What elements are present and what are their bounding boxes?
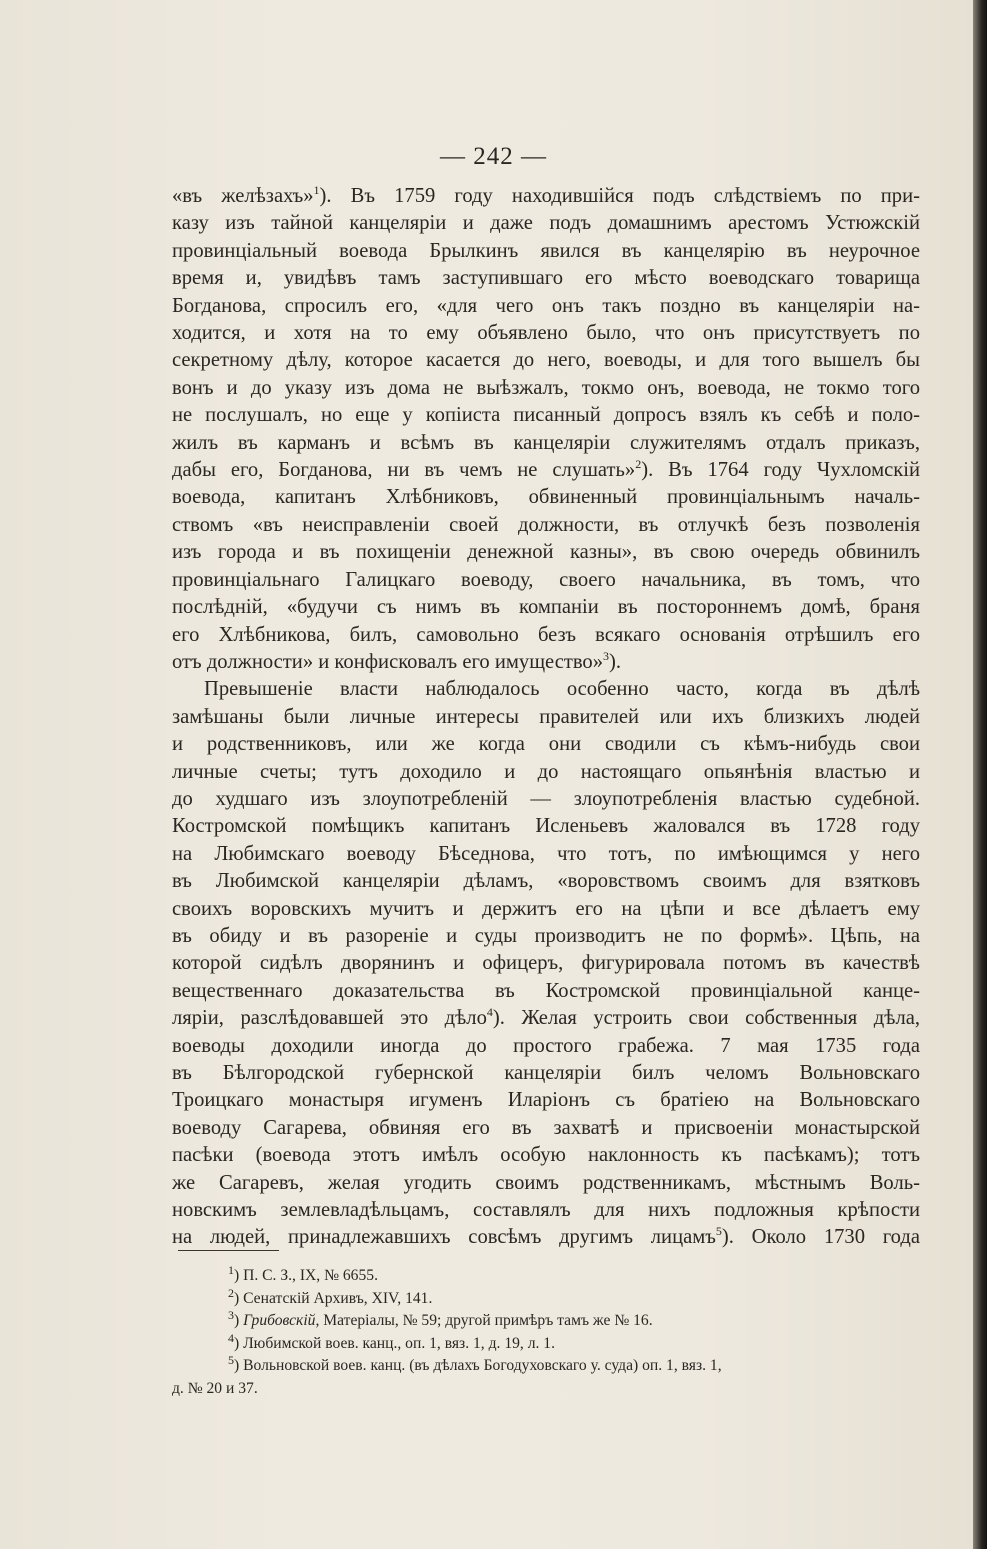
footnote-number: 2 bbox=[228, 1285, 234, 1300]
page-binding-edge bbox=[973, 0, 987, 1549]
footnote-separator bbox=[178, 1250, 279, 1251]
text-line: изъ города и въ похищеніи денежной казны», въ свою очередь обвинилъ bbox=[172, 541, 920, 564]
footnote: $^2$) Сенатскій Архивъ, XIV, 141. bbox=[228, 1285, 433, 1307]
text-line: вещественнаго доказательства въ Костромской провинціальной канце- bbox=[172, 979, 920, 1002]
text-line: и родственниковъ, или же когда они сводили съ кѣмъ-нибудь свои bbox=[172, 733, 920, 756]
text-line: дабы его, Богданова, ни въ чемъ не слушать»$^2$). Въ 1764 году Чухломскій bbox=[172, 457, 920, 482]
footnote-number: 5 bbox=[228, 1353, 234, 1368]
text-line: послѣдній, «будучи съ нимъ въ компаніи въ постороннемъ домѣ, браня bbox=[172, 596, 920, 619]
text-line: время и, увидѣвъ тамъ заступившаго его мѣсто воеводскаго товарища bbox=[172, 267, 920, 290]
text-line: воеводы доходили иногда до простого грабежа. 7 мая 1735 года bbox=[172, 1034, 920, 1057]
text-line: жилъ въ карманъ и всѣмъ въ канцеляріи служителямъ отдалъ приказъ, bbox=[172, 431, 920, 454]
text-line: Костромской помѣщикъ капитанъ Исленьевъ жаловался въ 1728 году bbox=[172, 815, 920, 838]
footnote-number: 3 bbox=[228, 1308, 234, 1322]
footnote-mark: 3 bbox=[603, 649, 610, 664]
text-line: въ Бѣлгородской губернской канцеляріи билъ челомъ Вольновскаго bbox=[172, 1062, 920, 1084]
footnote-number: 1 bbox=[228, 1262, 234, 1277]
footnote: $^3$) Грибовскій, Матеріалы, № 59; другой примѣръ тамъ же № 16. bbox=[228, 1308, 653, 1330]
text-line: секретному дѣлу, которое касается до него, воеводы, и для того вышелъ бы bbox=[172, 349, 920, 372]
footnote-mark: 5 bbox=[715, 1224, 722, 1239]
footnote-mark: 4 bbox=[486, 1005, 493, 1020]
text-line: на Любимскаго воеводу Бѣседнова, что тотъ, по имѣющимся у него bbox=[172, 842, 920, 865]
footnote-mark: 2 bbox=[635, 457, 642, 472]
text-line: казу изъ тайной канцеляріи и даже подъ домашнимъ арестомъ Устюжскій bbox=[172, 212, 920, 235]
text-line: Богданова, спросилъ его, «для чего онъ такъ поздно въ канцеляріи на- bbox=[172, 294, 920, 317]
text-line: воевода, капитанъ Хлѣбниковъ, обвиненный провинціальнымъ началь- bbox=[172, 486, 920, 509]
text-line: воеводу Сагарева, обвиняя его въ захватѣ и присвоеніи монастырской bbox=[172, 1116, 920, 1139]
text-line: въ Любимской канцеляріи дѣламъ, «воровствомъ своимъ для взятковъ bbox=[172, 870, 920, 893]
text-line: ходится, и хотя на то ему объявлено было, что онъ присутствуетъ по bbox=[172, 322, 920, 345]
text-line: ствомъ «въ неисправленіи своей должности, въ отлучкѣ безъ позволенія bbox=[172, 513, 920, 536]
text-line: Троицкаго монастыря игуменъ Иларіонъ съ братіею на Вольновскаго bbox=[172, 1089, 920, 1112]
body-text bbox=[172, 183, 920, 1252]
text-line: не послушалъ, но еще у копіиста писанный допросъ взялъ къ себѣ и поло- bbox=[172, 404, 920, 427]
footnote-mark: 1 bbox=[313, 183, 320, 198]
text-line: вонъ и до указу изъ дома не выѣзжалъ, токмо онъ, воевода, не токмо того bbox=[172, 376, 920, 399]
text-line: пасѣки (воевода этотъ имѣлъ особую наклонность къ пасѣкамъ); тотъ bbox=[172, 1144, 920, 1167]
text-line: своихъ воровскихъ мучитъ и держитъ его на цѣпи и все дѣлаетъ ему bbox=[172, 897, 920, 920]
text-line: отъ должности» и конфисковалъ его имущество»$^3$). bbox=[172, 649, 622, 673]
text-line: ляріи, разслѣдовавшей это дѣло$^4$). Желая устроить свои собственныя дѣла, bbox=[172, 1005, 920, 1030]
footnote: $^4$) Любимской воев. канц., оп. 1, вяз. 1, д. 19, л. 1. bbox=[228, 1330, 555, 1352]
text-line: личные счеты; тутъ доходило и до настоящаго опьянѣнія властью и bbox=[172, 760, 920, 783]
text-line: новскимъ землевладѣльцамъ, составлялъ для нихъ подложныя крѣпости bbox=[172, 1199, 920, 1222]
text-line: въ обиду и въ разореніе и суды производитъ не по формѣ». Цѣпь, на bbox=[172, 924, 920, 947]
text-line: Превышеніе власти наблюдалось особенно часто, когда въ дѣлѣ bbox=[204, 678, 920, 701]
page-number: — 242 — bbox=[440, 143, 547, 170]
text-line: «въ желѣзахъ»$^1$). Въ 1759 году находившійся подъ слѣдствіемъ по при- bbox=[172, 183, 920, 207]
footnote-continuation: д. № 20 и 37. bbox=[172, 1379, 258, 1397]
text-line: провинціальнаго Галицкаго воеводу, своего начальника, въ томъ, что bbox=[172, 568, 920, 591]
footnote-number: 4 bbox=[228, 1330, 234, 1345]
text-line: замѣшаны были личные интересы правителей или ихъ близкихъ людей bbox=[172, 705, 920, 728]
footnote: $^1$) П. С. З., IX, № 6655. bbox=[228, 1262, 378, 1284]
text-line: провинціальный воевода Брылкинъ явился въ канцелярію въ неурочное bbox=[172, 239, 920, 262]
footnote: $^5$) Вольновской воев. канц. (въ дѣлахъ Богодуховскаго у. суда) оп. 1, вяз. 1, bbox=[228, 1353, 722, 1375]
text-line: же Сагаревъ, желая угодить своимъ родственникамъ, мѣстнымъ Воль- bbox=[172, 1171, 920, 1194]
text-line: на людей, принадлежавшихъ совсѣмъ другимъ лицамъ$^5$). Около 1730 года bbox=[172, 1224, 920, 1249]
text-line: его Хлѣбникова, билъ, самовольно безъ всякаго основанія отрѣшилъ его bbox=[172, 623, 920, 646]
text-line: которой сидѣлъ дворянинъ и офицеръ, фигурировала потомъ въ качествѣ bbox=[172, 952, 920, 975]
text-line: до худшаго изъ злоупотребленій — злоупотребленія властью судебной. bbox=[172, 787, 920, 810]
footnotes bbox=[172, 1262, 920, 1401]
